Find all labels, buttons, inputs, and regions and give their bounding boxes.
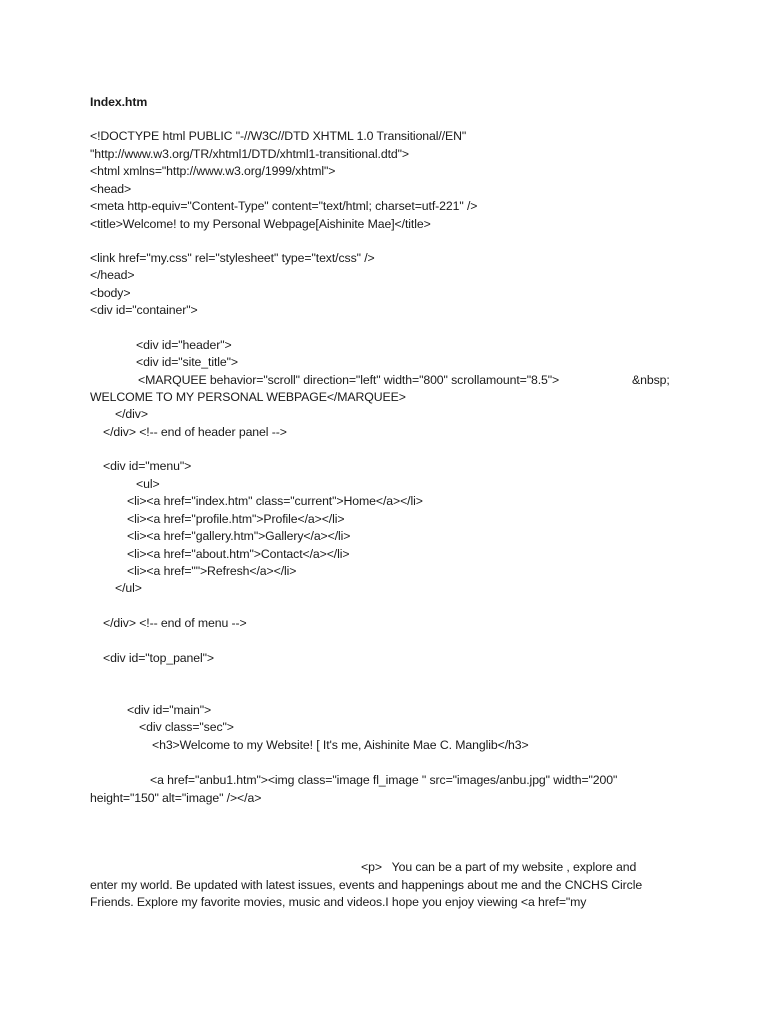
code-line: <body> (90, 286, 131, 300)
code-line: <!DOCTYPE html PUBLIC "-//W3C//DTD XHTML 1.0 Transitional//EN" (90, 129, 467, 143)
code-line: enter my world. Be updated with latest issues, events and happenings about me and the CNCHS Circle (90, 878, 643, 892)
code-line: &nbsp; (632, 373, 670, 387)
code-line: <a href="anbu1.htm"><img class="image fl_image " src="images/anbu.jpg" width="200" (150, 773, 618, 787)
code-line: <li><a href="gallery.htm">Gallery</a></li> (127, 529, 351, 543)
code-line: <h3>Welcome to my Website! [ It's me, Aishinite Mae C. Manglib</h3> (152, 738, 529, 752)
code-line: <li><a href="about.htm">Contact</a></li> (127, 547, 350, 561)
code-line: </ul> (115, 581, 142, 595)
code-line: <meta http-equiv="Content-Type" content="text/html; charset=utf-221" /> (90, 199, 478, 213)
code-line: <div id="site_title"> (136, 355, 238, 369)
code-line: height="150" alt="image" /></a> (90, 791, 262, 805)
code-line: </div> (115, 407, 148, 421)
code-line: </div> <!-- end of header panel --> (103, 425, 287, 439)
code-line: <div id="top_panel"> (103, 651, 215, 665)
code-line: <li><a href="index.htm" class="current">Home</a></li> (127, 494, 423, 508)
code-line: <li><a href="">Refresh</a></li> (127, 564, 297, 578)
code-line: <title>Welcome! to my Personal Webpage[Aishinite Mae]</title> (90, 217, 431, 231)
code-line: <p> You can be a part of my website , explore and (361, 860, 637, 874)
code-line: <ul> (136, 477, 160, 491)
code-line: WELCOME TO MY PERSONAL WEBPAGE</MARQUEE> (90, 390, 406, 404)
code-line: Friends. Explore my favorite movies, music and videos.I hope you enjoy viewing <a href="my (90, 895, 587, 909)
document-title: Index.htm (90, 95, 148, 109)
code-line: <div id="main"> (127, 703, 212, 717)
code-line: <link href="my.css" rel="stylesheet" type="text/css" /> (90, 251, 375, 265)
code-line: "http://www.w3.org/TR/xhtml1/DTD/xhtml1-transitional.dtd"> (90, 147, 409, 161)
code-line: <div id="container"> (90, 303, 198, 317)
code-line: <div id="menu"> (103, 459, 192, 473)
code-line: <div id="header"> (136, 338, 232, 352)
code-line: <head> (90, 182, 132, 196)
code-line: <li><a href="profile.htm">Profile</a></li> (127, 512, 345, 526)
code-line: </head> (90, 268, 135, 282)
code-line: <div class="sec"> (139, 720, 234, 734)
code-line: </div> <!-- end of menu --> (103, 616, 247, 630)
code-line: <MARQUEE behavior="scroll" direction="left" width="800" scrollamount="8.5"> (138, 373, 560, 387)
code-line: <html xmlns="http://www.w3.org/1999/xhtml"> (90, 164, 336, 178)
